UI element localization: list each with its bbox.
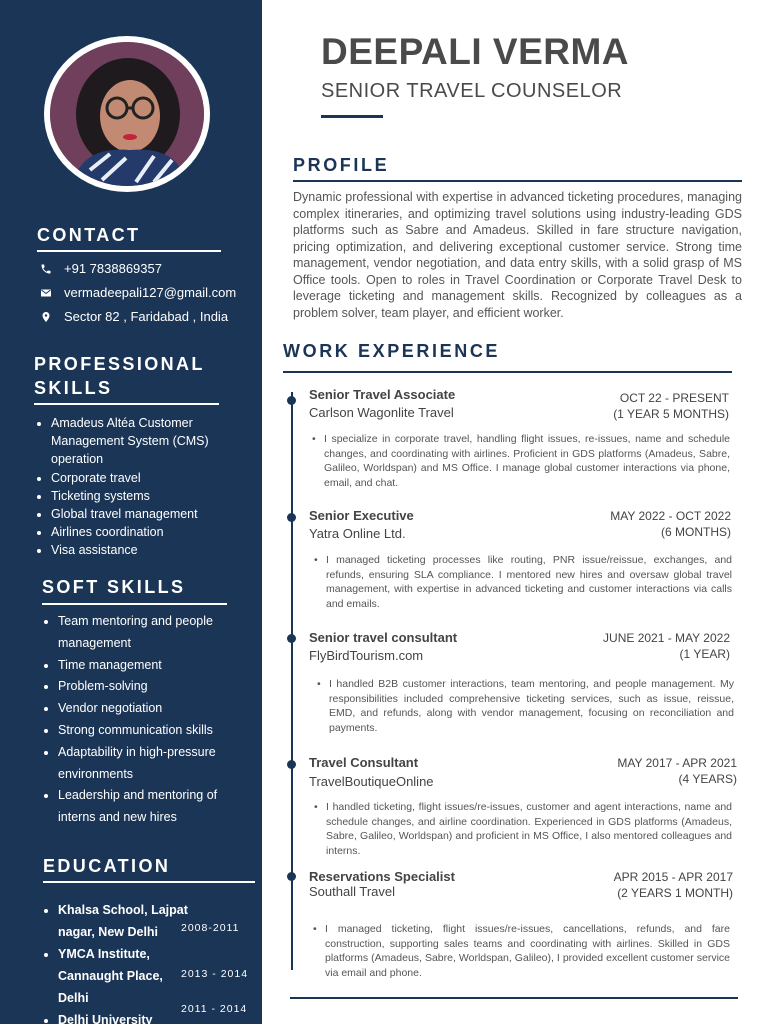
job-duration: (1 YEAR 5 MONTHS) — [613, 407, 729, 421]
soft-skills-divider — [42, 603, 227, 605]
profile-text: Dynamic professional with expertise in advanced ticketing procedures, managing complex itineraries, and optimizing travel solutions using industry-leading GDS platforms such as Sabre and Amadeus. Skilled in fare structure navigation, pricing optimization, and delivering exceptional customer service. Strong time management, vendor negotiation, and data entry skills, with a solid grasp of MS Office tools. Open to roles in Travel Coordination or Corporate Travel Desk to leverage ticketing and management skills. Recognized by colleagues as a problem solver, team player, and efficient worker. — [293, 190, 742, 320]
person-name: DEEPALI VERMA — [321, 31, 630, 72]
avatar — [50, 42, 204, 186]
job-description-text: I handled ticketing, flight issues/re-issues, customer and agent interactions, name and schedule changes, and airline coordination. Experienced in GDS platforms (Amadeus, Sabre, Galileo, Worldspan) and proficient in MS Office, I also mentored colleagues and interns. — [326, 801, 732, 857]
list-item: • Visa assistance — [51, 541, 251, 559]
contact-divider — [37, 250, 221, 252]
list-item: • Vendor negotiation — [58, 698, 253, 720]
job-date-range: MAY 2022 - OCT 2022 — [610, 509, 731, 523]
list-item — [313, 922, 730, 980]
list-item: • Team mentoring and people management — [58, 611, 253, 655]
professional-skills-heading — [34, 352, 205, 400]
list-item: • Corporate travel — [51, 469, 251, 487]
professional-skills-heading-line2: SKILLS — [34, 378, 113, 398]
job-duration: (1 YEAR) — [679, 647, 730, 661]
list-item: • Time management — [58, 655, 253, 677]
job-dates — [613, 390, 729, 422]
address-text: Sector 82 , Faridabad , India — [64, 309, 229, 324]
bullet-icon: • — [317, 678, 321, 690]
education-years: 2008-2011 — [181, 922, 240, 934]
phone-number[interactable]: +91 7838869357 — [64, 261, 162, 276]
timeline-dot — [287, 396, 296, 405]
timeline-line — [291, 392, 293, 970]
job-description-text: I managed ticketing, flight issues/re-issues, cancellations, refunds, and fare construction, supporting sales teams and coordinating with airlines. Skilled in GDS platforms (Amadeus, Sabre, Worldspan, Galileo), I provided excellent customer service via email and phone. — [325, 923, 730, 979]
contact-email — [40, 285, 236, 301]
list-item: • Adaptability in high-pressure environments — [58, 742, 253, 786]
list-item — [317, 677, 734, 735]
work-experience-divider — [283, 371, 732, 373]
education-heading: EDUCATION — [43, 856, 171, 876]
email-address[interactable]: vermadeepali127@gmail.com — [64, 285, 237, 300]
timeline-dot — [287, 513, 296, 522]
person-role: SENIOR TRAVEL COUNSELOR — [321, 80, 623, 102]
education-years: 2011 - 2014 — [181, 1003, 248, 1015]
soft-skills-heading: SOFT SKILLS — [42, 577, 186, 597]
job-title: Senior travel consultant — [309, 630, 458, 645]
footer-divider — [290, 997, 738, 999]
contact-heading: CONTACT — [37, 225, 141, 245]
name-underline — [321, 115, 383, 118]
soft-skills-list — [40, 611, 253, 829]
bullet-icon: • — [314, 554, 318, 566]
job-description — [314, 800, 732, 858]
job-duration: (4 YEARS) — [678, 772, 737, 786]
job-title: Travel Consultant — [309, 755, 419, 770]
education-item: • Delhi University — [58, 1009, 190, 1031]
professional-skills-divider — [34, 403, 219, 405]
job-description — [314, 553, 732, 611]
list-item — [312, 432, 730, 490]
job-company: TravelBoutiqueOnline — [309, 774, 434, 789]
job-description-text: I managed ticketing processes like routing, PNR issue/reissue, exchanges, and refunds, ensuring SLA compliance. I mentored new hires and oversaw global travel management, with expertise in advanced ticketing and customer interactions via calls and emails. — [326, 554, 732, 610]
job-date-range: MAY 2017 - APR 2021 — [617, 756, 737, 770]
location-pin-icon — [40, 311, 52, 323]
profile-divider — [293, 180, 742, 182]
job-company: Carlson Wagonlite Travel — [309, 405, 454, 420]
job-description — [312, 432, 730, 490]
list-item: • Global travel management — [51, 505, 251, 523]
job-date-range: APR 2015 - APR 2017 — [613, 870, 733, 884]
job-title: Senior Travel Associate — [309, 387, 456, 402]
contact-address — [40, 309, 228, 325]
job-dates — [617, 755, 737, 787]
job-date-range: OCT 22 - PRESENT — [619, 391, 729, 405]
education-divider — [43, 881, 255, 883]
education-item: • Khalsa School, Lajpat nagar, New Delhi — [58, 899, 190, 943]
education-years: 2013 - 2014 — [181, 968, 249, 980]
professional-skills-heading-line1: PROFESSIONAL — [34, 354, 205, 374]
job-description — [313, 922, 730, 980]
list-item: • Amadeus Altéa Customer Management System (CMS) operation — [51, 414, 251, 469]
job-description-text: I specialize in corporate travel, handling flight issues, re-issues, name and schedule changes, and coordinating with airlines. Proficient in GDS platforms (Amadeus, Sabre, Galileo, Worldspan) and MS Office. I manage global customer interactions via phone, email, and chat. — [324, 433, 730, 489]
bullet-icon: • — [314, 801, 318, 813]
education-list — [40, 899, 190, 1031]
job-duration: (2 YEARS 1 MONTH) — [617, 886, 733, 900]
list-item: • Airlines coordination — [51, 523, 251, 541]
professional-skills-list — [33, 414, 251, 560]
phone-icon — [40, 263, 52, 275]
timeline-dot — [287, 634, 296, 643]
job-dates — [614, 869, 733, 901]
education-item: • YMCA Institute, Cannaught Place, Delhi — [58, 943, 190, 1009]
profile-heading: PROFILE — [293, 155, 390, 175]
job-duration: (6 MONTHS) — [661, 525, 731, 539]
work-experience-heading: WORK EXPERIENCE — [283, 341, 501, 361]
job-title: Reservations Specialist — [309, 869, 455, 884]
sidebar — [0, 0, 262, 1027]
job-dates — [603, 630, 730, 662]
timeline-dot — [287, 760, 296, 769]
list-item: • Strong communication skills — [58, 720, 253, 742]
job-description-text: I handled B2B customer interactions, team mentoring, and people management. My responsibilities included comprehensive ticketing services, such as issue, reissue, EMD, and refunds, along with vendor management, focusing on reconciliation and payments. — [329, 678, 734, 734]
job-date-range: JUNE 2021 - MAY 2022 — [603, 631, 730, 645]
list-item: • Ticketing systems — [51, 487, 251, 505]
job-company: Southall Travel — [309, 884, 395, 899]
job-company: FlyBirdTourism.com — [309, 648, 424, 663]
job-company: Yatra Online Ltd. — [309, 526, 406, 541]
avatar-illustration — [50, 42, 204, 186]
profile-photo — [44, 36, 210, 192]
list-item — [314, 553, 732, 611]
job-description — [317, 677, 734, 735]
bullet-icon: • — [312, 433, 316, 445]
list-item: • Problem-solving — [58, 676, 253, 698]
list-item: • Leadership and mentoring of interns and new hires — [58, 785, 253, 829]
timeline-dot — [287, 872, 296, 881]
contact-phone — [40, 261, 162, 277]
list-item — [314, 800, 732, 858]
job-dates — [610, 508, 731, 540]
bullet-icon: • — [313, 923, 317, 935]
job-title: Senior Executive — [309, 508, 414, 523]
envelope-icon — [40, 287, 52, 299]
